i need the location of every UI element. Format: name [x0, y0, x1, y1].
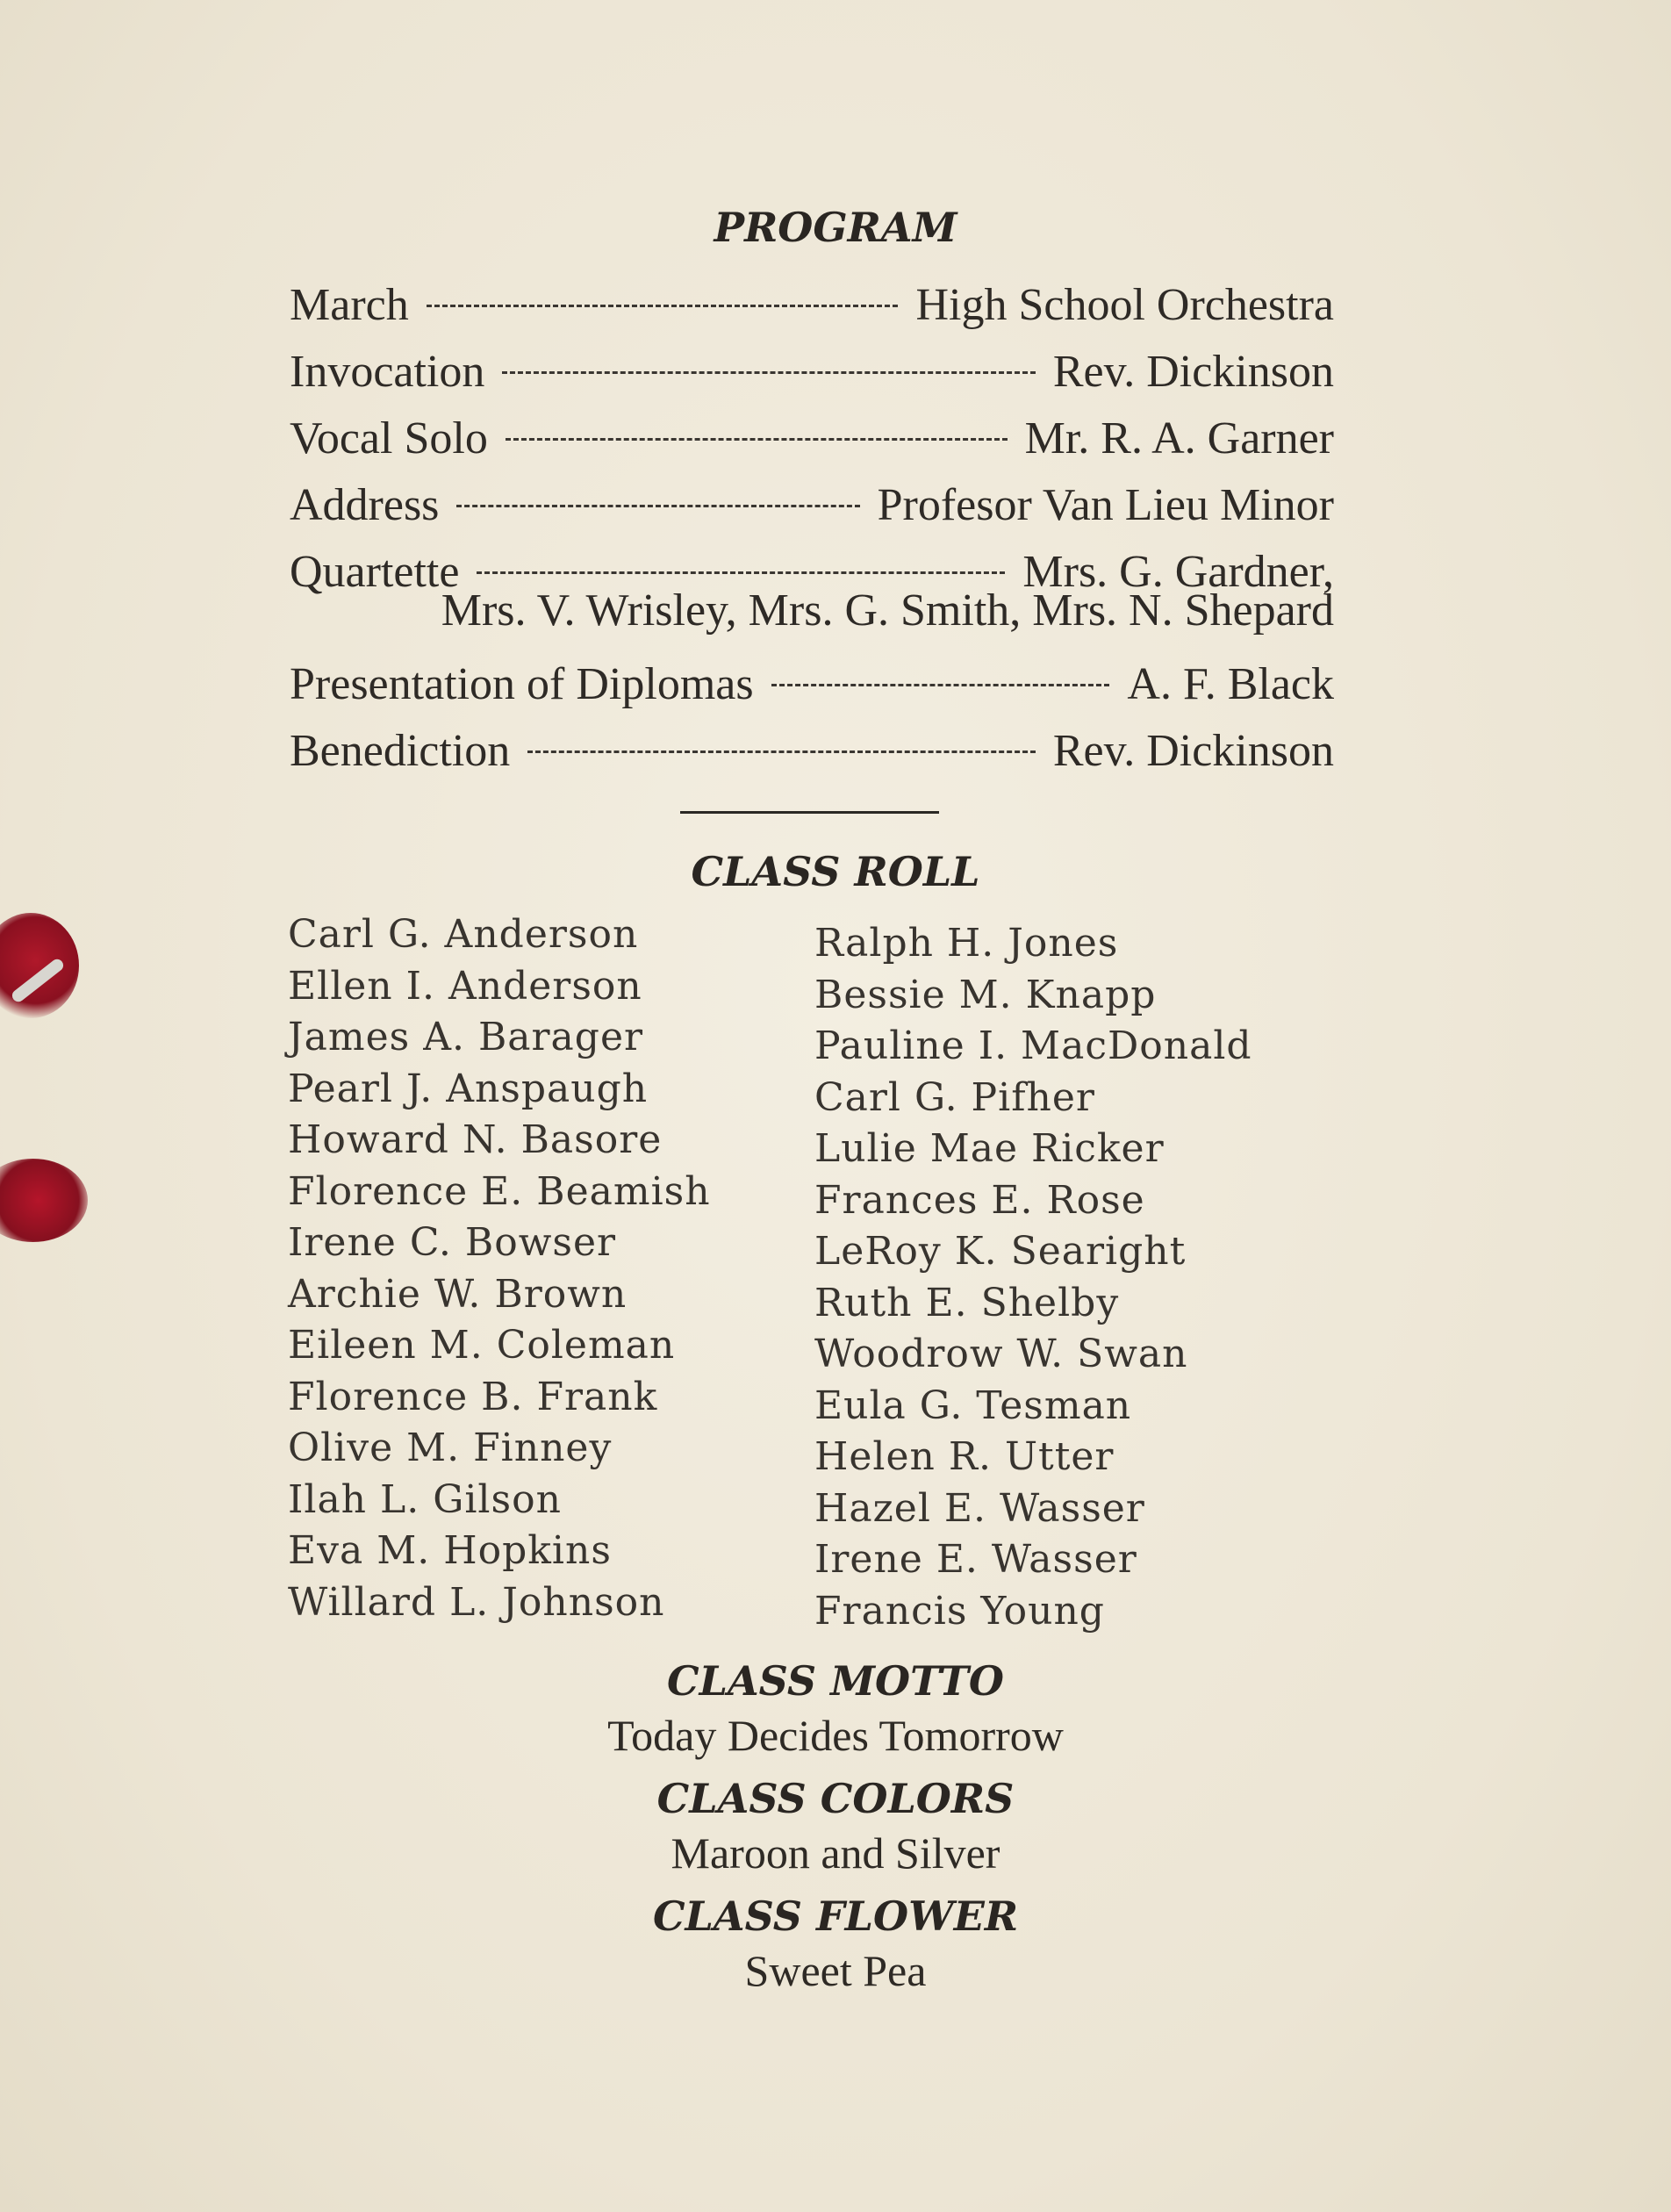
- leader-dots: [506, 438, 1008, 441]
- class-roll-left-column: [288, 909, 711, 1628]
- student-name: Eva M. Hopkins: [288, 1528, 612, 1573]
- student-name: Willard L. Johnson: [288, 1579, 665, 1625]
- class-colors-value: Maroon and Silver: [671, 1828, 1000, 1878]
- leader-dots: [427, 305, 899, 307]
- program-part: Invocation: [290, 347, 485, 397]
- program-list: [290, 272, 1334, 785]
- section-divider: [680, 811, 939, 814]
- program-part: Address: [290, 480, 440, 530]
- student-name: Archie W. Brown: [288, 1271, 628, 1317]
- student-name: Eula G. Tesman: [814, 1382, 1132, 1428]
- student-name: James A. Barager: [288, 1015, 644, 1059]
- student-name: Pauline I. MacDonald: [814, 1023, 1252, 1068]
- student-name: Hazel E. Wasser: [814, 1485, 1145, 1531]
- student-name: Ruth E. Shelby: [814, 1280, 1120, 1325]
- student-name: Howard N. Basore: [288, 1117, 663, 1162]
- program-performer: Mr. R. A. Garner: [1024, 413, 1334, 463]
- program-item: [290, 718, 1334, 785]
- student-name: Ellen I. Anderson: [288, 963, 642, 1009]
- class-roll-title: CLASS ROLL: [691, 848, 980, 895]
- student-name: Florence B. Frank: [288, 1374, 658, 1419]
- class-roll-right-column: [814, 918, 1252, 1637]
- maroon-cord-knot-bottom: [0, 1159, 88, 1242]
- class-flower-value: Sweet Pea: [744, 1946, 927, 1995]
- program-performer: A. F. Black: [1127, 659, 1334, 709]
- program-part: Vocal Solo: [290, 413, 488, 463]
- quartette-continuation: Mrs. V. Wrisley, Mrs. G. Smith, Mrs. N. Shepard: [441, 585, 1334, 636]
- leader-dots: [456, 505, 859, 507]
- student-name: Florence E. Beamish: [288, 1168, 711, 1214]
- program-item: [290, 272, 1334, 339]
- program-performer: Rev. Dickinson: [1052, 347, 1334, 397]
- class-motto-title: CLASS MOTTO: [667, 1657, 1004, 1705]
- maroon-cord-knot-top: [0, 913, 79, 1018]
- student-name: Ilah L. Gilson: [288, 1476, 562, 1522]
- program-part: Benediction: [290, 726, 511, 776]
- student-name: Carl G. Anderson: [288, 912, 639, 957]
- student-name: Woodrow W. Swan: [814, 1332, 1188, 1376]
- student-name: LeRoy K. Searight: [814, 1229, 1187, 1274]
- program-part: Presentation of Diplomas: [290, 659, 754, 709]
- program-title: PROGRAM: [714, 204, 957, 251]
- program-performer: Rev. Dickinson: [1052, 726, 1334, 776]
- program-part: March: [290, 280, 409, 330]
- student-name: Frances E. Rose: [814, 1177, 1145, 1223]
- class-colors-title: CLASS COLORS: [656, 1775, 1015, 1822]
- student-name: Helen R. Utter: [814, 1434, 1115, 1479]
- student-name: Irene C. Bowser: [288, 1220, 617, 1265]
- program-item: [290, 472, 1334, 539]
- student-name: Francis Young: [814, 1588, 1105, 1634]
- student-name: Bessie M. Knapp: [814, 972, 1157, 1017]
- student-name: Irene E. Wasser: [814, 1537, 1137, 1582]
- program-performer: Profesor Van Lieu Minor: [877, 480, 1334, 530]
- student-name: Olive M. Finney: [288, 1426, 613, 1470]
- class-motto-value: Today Decides Tomorrow: [607, 1711, 1064, 1760]
- student-name: Carl G. Pifher: [814, 1074, 1095, 1120]
- leader-dots: [502, 371, 1035, 374]
- student-name: Eileen M. Coleman: [288, 1323, 676, 1368]
- student-name: Ralph H. Jones: [814, 921, 1119, 966]
- leader-dots: [527, 750, 1036, 753]
- program-item: [290, 339, 1334, 406]
- leader-dots: [477, 571, 1005, 574]
- program-part: Quartette: [290, 547, 460, 597]
- program-item: [290, 406, 1334, 472]
- student-name: Lulie Mae Ricker: [814, 1126, 1165, 1171]
- student-name: Pearl J. Anspaugh: [288, 1066, 649, 1111]
- program-performer: Mrs. G. Gardner,: [1022, 547, 1334, 597]
- program-performer: High School Orchestra: [915, 280, 1334, 330]
- leader-dots: [771, 684, 1110, 686]
- class-flower-title: CLASS FLOWER: [652, 1892, 1019, 1940]
- program-item: [290, 651, 1334, 718]
